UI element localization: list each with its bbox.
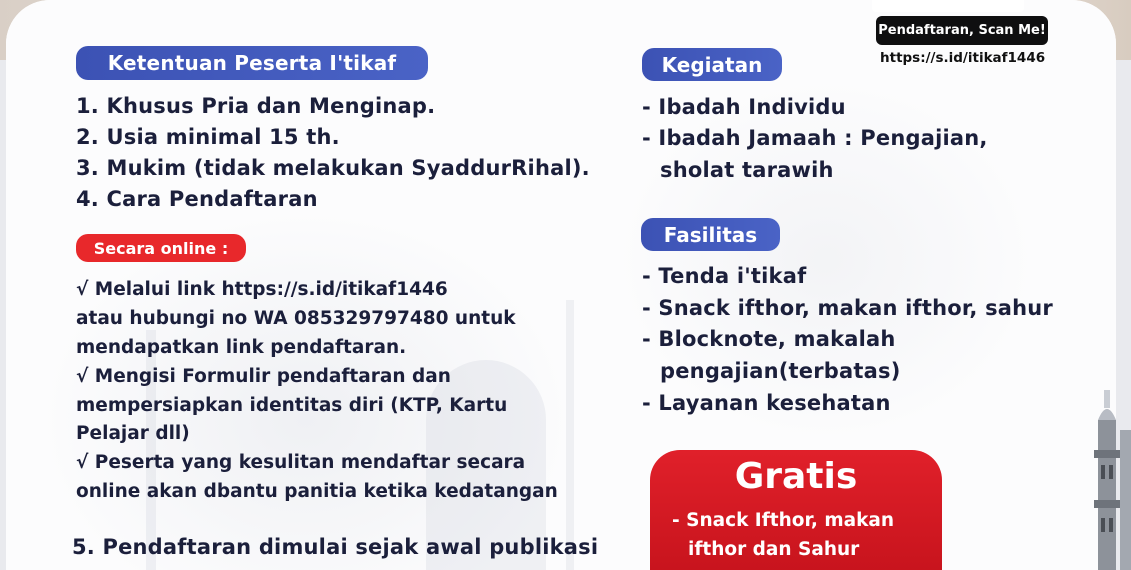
- gratis-item: - Snack Ifthor, makan: [672, 510, 895, 531]
- fasilitas-item: - Blocknote, makalah: [642, 327, 896, 351]
- online-step-line: mendapatkan link pendaftaran.: [76, 337, 407, 358]
- kegiatan-item: sholat tarawih: [660, 158, 834, 182]
- fasilitas-item: pengajian(terbatas): [660, 359, 901, 383]
- fasilitas-item: - Snack ifthor, makan ifthor, sahur: [642, 296, 1053, 320]
- kegiatan-header: Kegiatan: [642, 48, 782, 81]
- online-step-line: mempersiapkan identitas diri (KTP, Kartu: [76, 395, 508, 416]
- faint-minaret-right: [566, 300, 574, 570]
- requirement-item: 2. Usia minimal 15 th.: [76, 125, 340, 149]
- online-step-line: Pelajar dll): [76, 423, 190, 444]
- gratis-item: ifthor dan Sahur: [688, 539, 860, 560]
- qr-code-edge: [872, 0, 1024, 12]
- ketentuan-header: Ketentuan Peserta I'tikaf: [76, 46, 428, 80]
- gratis-box: [650, 450, 942, 570]
- online-step-line: √ Peserta yang kesulitan mendaftar secara: [76, 452, 526, 473]
- kegiatan-item: - Ibadah Individu: [642, 95, 846, 119]
- gratis-title: Gratis: [734, 456, 858, 497]
- fasilitas-item: - Layanan kesehatan: [642, 391, 891, 415]
- online-step-line: √ Mengisi Formulir pendaftaran dan: [76, 366, 451, 387]
- requirement-item-5: 5. Pendaftaran dimulai sejak awal publikasi: [72, 535, 599, 559]
- minaret-illustration: [1090, 390, 1131, 570]
- scan-me-badge: Pendaftaran, Scan Me!: [876, 16, 1048, 45]
- online-step-line: √ Melalui link https://s.id/itikaf1446: [76, 279, 448, 300]
- online-step-line: atau hubungi no WA 085329797480 untuk: [76, 308, 516, 329]
- kegiatan-item: - Ibadah Jamaah : Pengajian,: [642, 126, 988, 150]
- online-badge: Secara online :: [76, 234, 246, 262]
- requirement-item: 3. Mukim (tidak melakukan SyaddurRihal).: [76, 156, 590, 180]
- fasilitas-header: Fasilitas: [641, 218, 780, 251]
- fasilitas-item: - Tenda i'tikaf: [642, 264, 807, 288]
- requirement-item: 4. Cara Pendaftaran: [76, 187, 318, 211]
- registration-url: https://s.id/itikaf1446: [880, 50, 1046, 66]
- online-step-line: online akan dbantu panitia ketika kedatangan: [76, 481, 558, 502]
- requirement-item: 1. Khusus Pria dan Menginap.: [76, 94, 436, 118]
